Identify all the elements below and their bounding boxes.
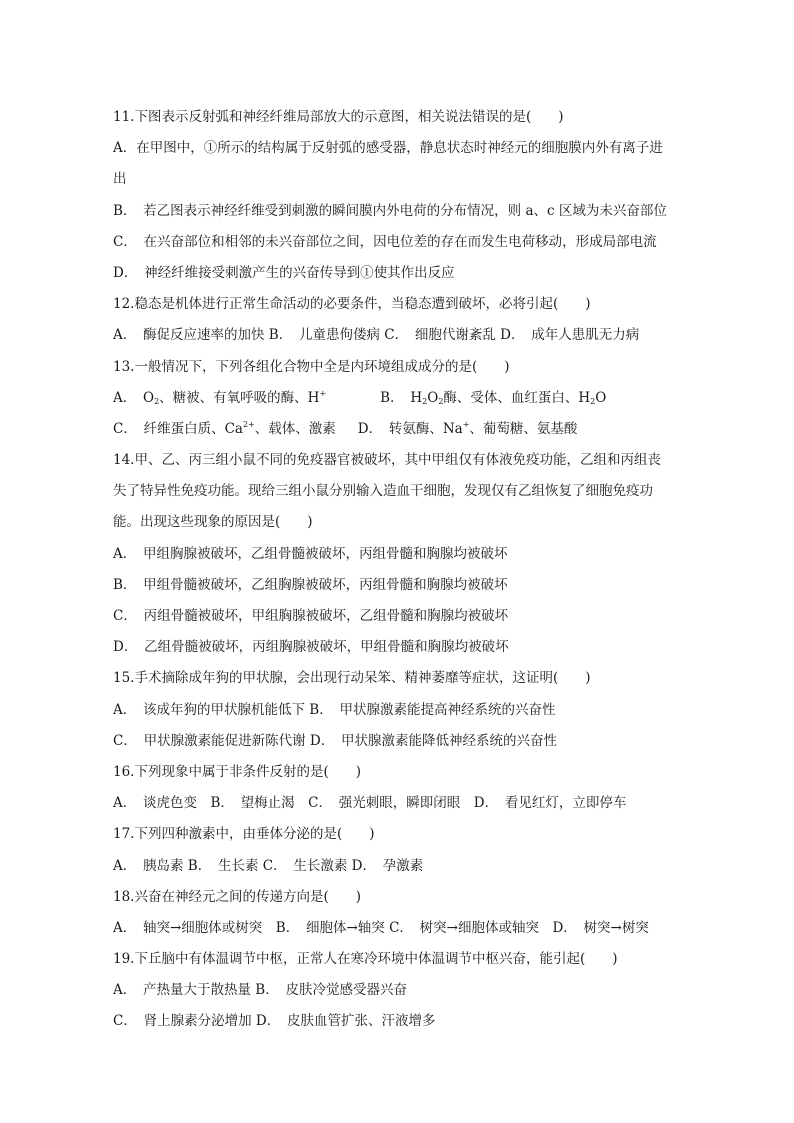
question-13-option-a [113,390,326,406]
option-text: A． O [113,389,155,406]
question-13-options-cd [113,414,693,445]
subscript: 2 [590,396,596,406]
question-14-stem-line-1: 14.甲、乙、丙三组小鼠不同的免疫器官被破坏，其中甲组仅有体液免疫功能，乙组和丙组丧 [113,452,661,469]
question-17-options: A． 胰岛素 B． 生长素 C． 生长激素 D． 孕激素 [113,857,424,874]
question-14-option-a: A． 甲组胸腺被破坏，乙组骨髓被破坏，丙组骨髓和胸腺均被破坏 [113,545,508,562]
question-13-option-b [380,390,606,406]
superscript: + [319,388,327,398]
question-13-options-ab [113,383,693,414]
question-11-option-d: D． 神经纤维接受刺激产生的兴奋传导到①使其作出反应 [113,264,455,281]
question-13-option-d [358,421,578,437]
question-17-stem: 17.下列四种激素中，由垂体分泌的是( ) [113,826,375,843]
question-11-option-c: C． 在兴奋部位和相邻的未兴奋部位之间，因电位差的存在而发生电荷移动，形成局部电流 [113,233,657,250]
question-14-stem-line-3: 能。出现这些现象的原因是( ) [113,514,313,531]
question-16-stem: 16.下列现象中属于非条件反射的是( ) [113,763,362,780]
superscript: 2+ [242,419,255,429]
question-19-options-ab: A． 产热量大于散热量 B． 皮肤冷觉感受器兴奋 [113,982,407,999]
option-text: O [427,389,439,406]
question-16-options: A． 谈虎色变 B． 望梅止渴 C． 强光刺眼，瞬即闭眼 D． 看见红灯，立即停车 [113,795,627,812]
question-12-options: A． 酶促反应速率的加快 B． 儿童患佝偻病 C． 细胞代谢紊乱 D． 成年人患肌无力病 [113,327,640,344]
question-14-option-b: B． 甲组骨髓被破坏，乙组胸腺被破坏，丙组骨髓和胸腺均被破坏 [113,576,508,593]
option-text: 酶、受体、血红蛋白、H [443,389,591,406]
option-text: 、葡萄糖、氨基酸 [469,420,578,437]
question-11-stem: 11.下图表示反射弧和神经纤维局部放大的示意图，相关说法错误的是( ) [113,109,564,125]
question-18-options: A． 轴突→细胞体或树突 B． 细胞体→轴突 C． 树突→细胞体或轴突 D． 树突→树突 [113,919,649,936]
subscript: 2 [438,396,444,406]
question-14-stem-line-2: 失了特异性免疫功能。现给三组小鼠分别输入造血干细胞，发现仅有乙组恢复了细胞免疫功 [113,483,653,500]
question-15-options-cd: C． 甲状腺激素能促进新陈代谢 D． 甲状腺激素能降低神经系统的兴奋性 [113,732,557,749]
question-13-stem: 13.一般情况下，下列各组化合物中全是内环境组成成分的是( ) [113,358,510,375]
question-15-options-ab: A． 该成年狗的甲状腺机能低下 B． 甲状腺激素能提高神经系统的兴奋性 [113,701,556,718]
option-text: 、载体、激素 [254,420,336,437]
question-13-option-c [113,421,336,437]
option-text: B． H [380,389,423,406]
question-list [113,102,693,1038]
question-19-options-cd: C． 肾上腺素分泌增加 D． 皮肤血管扩张、汗液增多 [113,1013,436,1030]
subscript: 2 [154,396,160,406]
option-text: O [595,389,607,406]
question-15-stem: 15.手术摘除成年狗的甲状腺，会出现行动呆笨、精神萎靡等症状，这证明( ) [113,670,591,687]
question-19-stem: 19.下丘脑中有体温调节中枢，正常人在寒冷环境中体温调节中枢兴奋，能引起( ) [113,951,618,968]
option-text: 、糖被、有氧呼吸的酶、H [159,389,320,406]
question-14-option-d: D． 乙组骨髓被破坏，丙组胸腺被破坏，甲组骨髓和胸腺均被破坏 [113,639,509,656]
question-11-option-b: B． 若乙图表示神经纤维受到刺激的瞬间膜内外电荷的分布情况，则 a、c 区域为未兴奋部位 [113,202,667,219]
superscript: + [462,419,470,429]
subscript: 2 [422,396,428,406]
question-14-option-c: C． 丙组骨髓被破坏，甲组胸腺被破坏，乙组骨髓和胸腺均被破坏 [113,608,509,624]
option-text: D． 转氨酶、Na [357,420,463,437]
option-text: C． 纤维蛋白质、Ca [113,420,243,437]
question-11-option-a: A．在甲图中，①所示的结构属于反射弧的感受器，静息状态时神经元的细胞膜内外有离子进 [113,140,663,157]
question-18-stem: 18.兴奋在神经元之间的传递方向是( ) [113,888,362,905]
question-11-option-a-cont: 出 [113,171,127,188]
question-12-stem: 12.稳态是机体进行正常生命活动的必要条件，当稳态遭到破坏，必将引起( ) [113,296,591,313]
